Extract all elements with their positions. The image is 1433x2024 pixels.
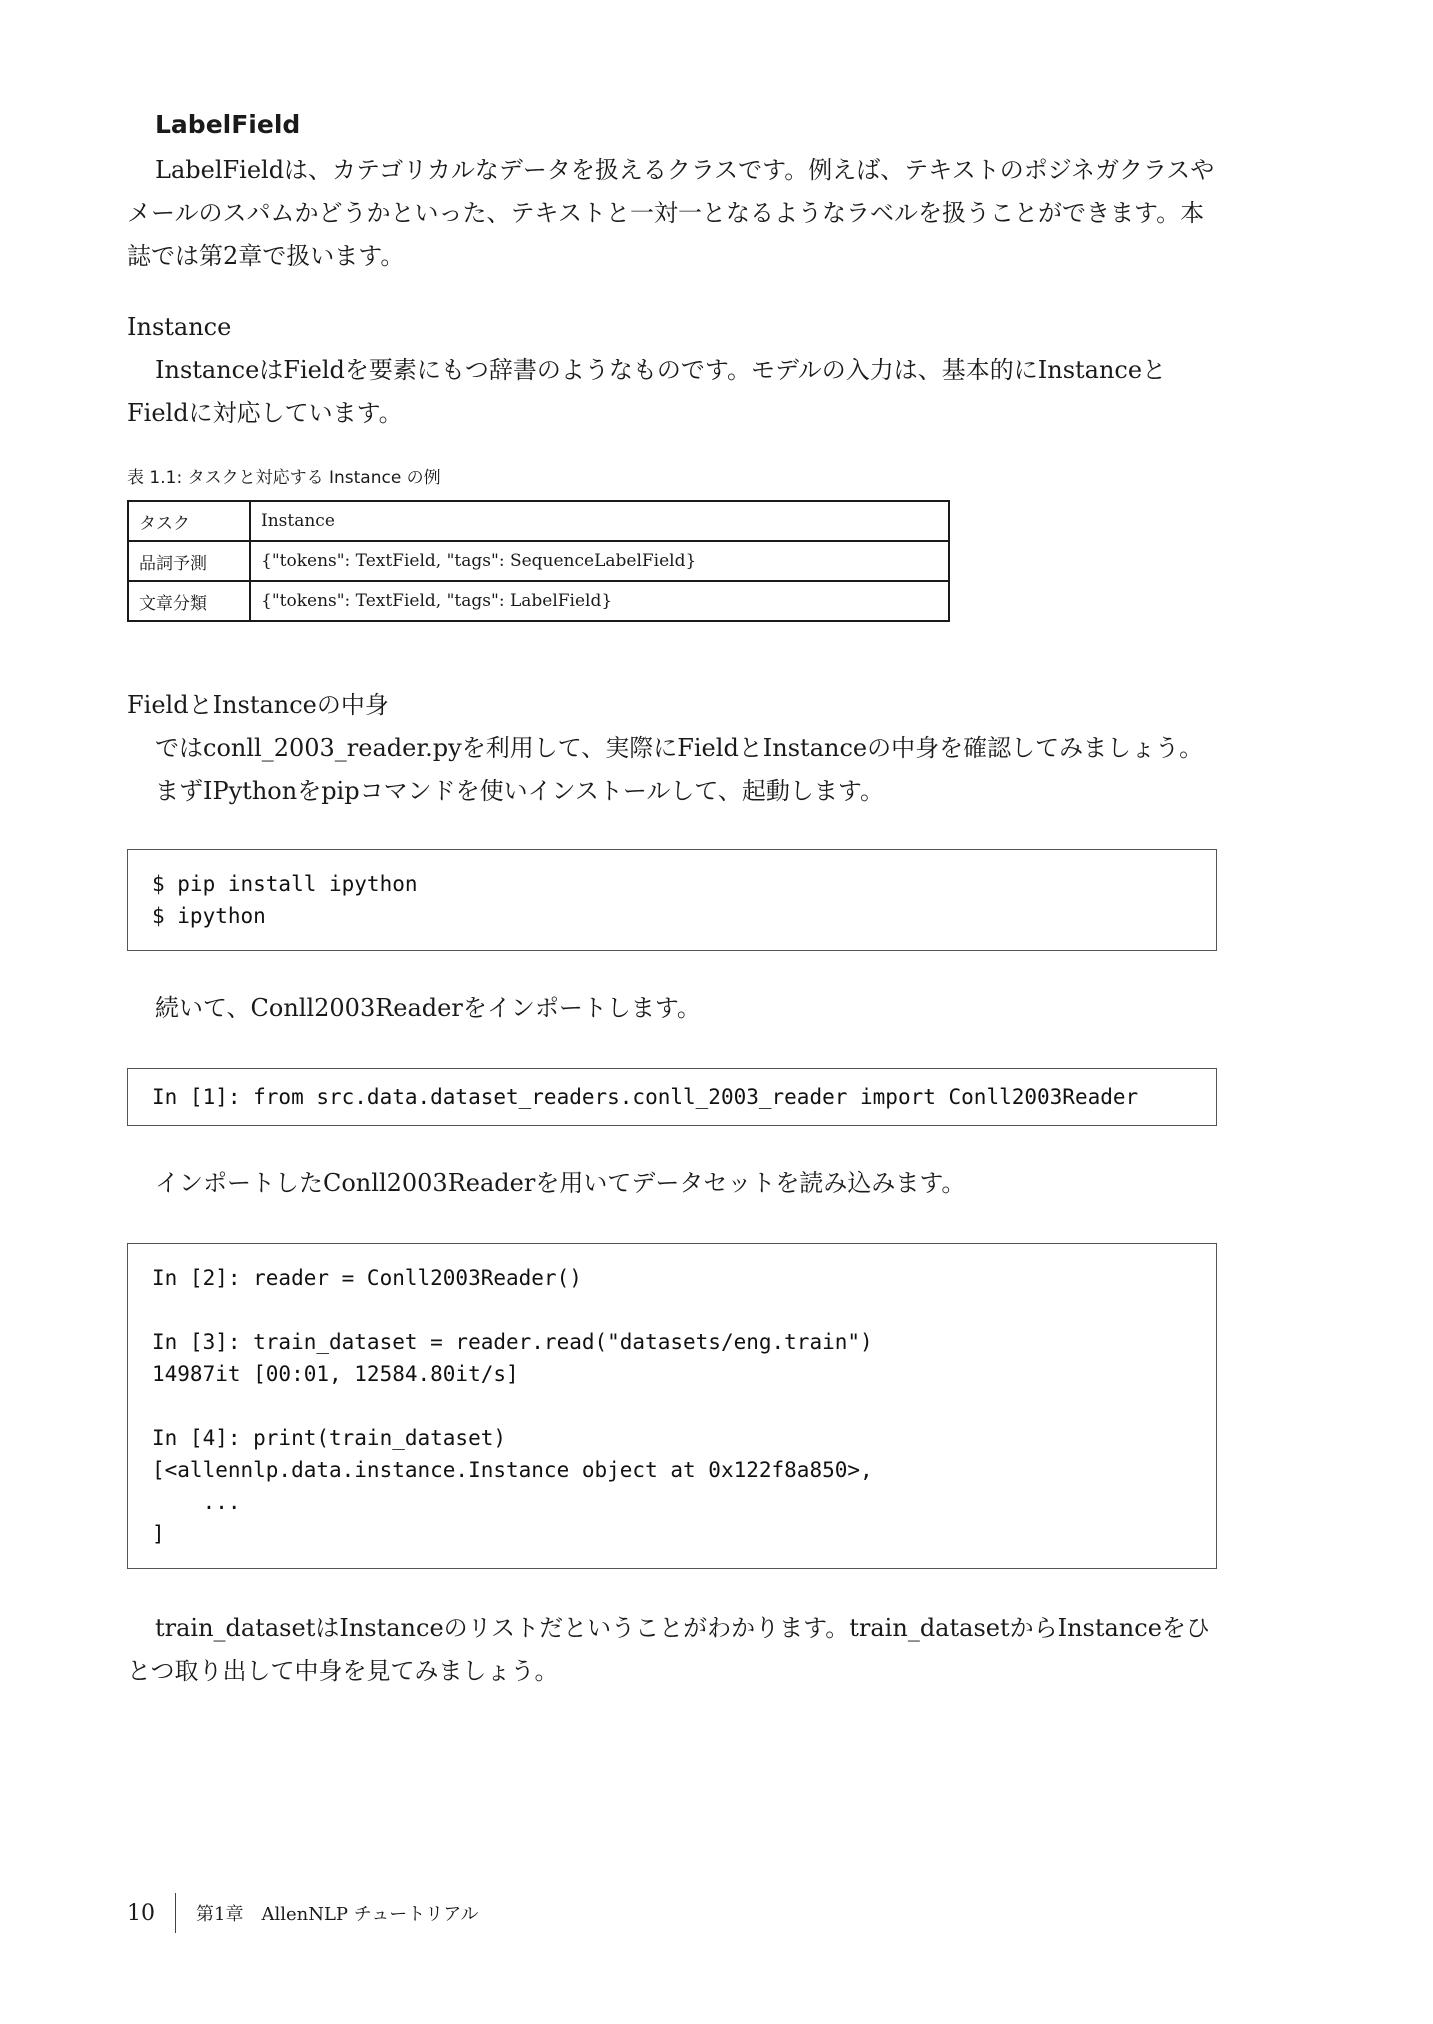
table-row (128, 541, 949, 581)
table-cell: 品詞予測 (128, 541, 250, 581)
page-number: 10 (127, 1900, 155, 1926)
instance-heading: Instance (127, 313, 232, 341)
table-cell: {"tokens": TextField, "tags": LabelField} (250, 581, 949, 621)
task-instance-table (127, 500, 950, 622)
table-caption: 表 1.1: タスクと対応する Instance の例 (127, 468, 441, 488)
labelfield-heading: LabelField (155, 110, 301, 139)
table-cell: 文章分類 (128, 581, 250, 621)
instance-paragraph: InstanceはFieldを要素にもつ辞書のようなものです。モデルの入力は、基本的にInstanceとFieldに対応しています。 (127, 356, 1167, 427)
field-instance-heading: FieldとInstanceの中身 (127, 691, 389, 719)
table-header-row (128, 501, 949, 541)
page-content (127, 110, 1217, 1693)
page-footer (127, 1893, 479, 1933)
table-cell: {"tokens": TextField, "tags": SequenceLabelField} (250, 541, 949, 581)
table-header-cell: タスク (128, 501, 250, 541)
load-dataset-paragraph: インポートしたConll2003Readerを用いてデータセットを読み込みます。 (155, 1169, 966, 1197)
table-header-cell: Instance (250, 501, 949, 541)
contents-paragraph-2: まずIPythonをpipコマンドを使いインストールして、起動します。 (155, 777, 884, 805)
dataset-paragraph: train_datasetはInstanceのリストだということがわかります。train_datasetからInstanceをひとつ取り出して中身を見てみましょう。 (127, 1614, 1210, 1685)
chapter-title: 第1章 AllenNLP チュートリアル (196, 1904, 479, 1925)
labelfield-paragraph: LabelFieldは、カテゴリカルなデータを扱えるクラスです。例えば、テキストのポジネガクラスやメールのスパムかどうかといった、テキストと一対一となるようなラベルを扱うことができます。本誌では第2章で扱います。 (127, 156, 1215, 270)
import-paragraph: 続いて、Conll2003Readerをインポートします。 (155, 994, 701, 1022)
footer-divider (175, 1893, 176, 1933)
code-block-import: In [1]: from src.data.dataset_readers.conll_2003_reader import Conll2003Reader (127, 1068, 1217, 1126)
table-row (128, 581, 949, 621)
code-block-install: $ pip install ipython $ ipython (127, 849, 1217, 951)
contents-paragraph-1: ではconll_2003_reader.pyを利用して、実際にFieldとInstanceの中身を確認してみましょう。 (155, 734, 1204, 762)
code-block-read: In [2]: reader = Conll2003Reader() In [3]: train_dataset = reader.read("datasets/eng.train") 14987it [00:01, 12584.80it/s] In [4]: print(train_dataset) [<allennlp.data.instance.Instance object at 0x122f8a850>, ... ] (127, 1243, 1217, 1569)
